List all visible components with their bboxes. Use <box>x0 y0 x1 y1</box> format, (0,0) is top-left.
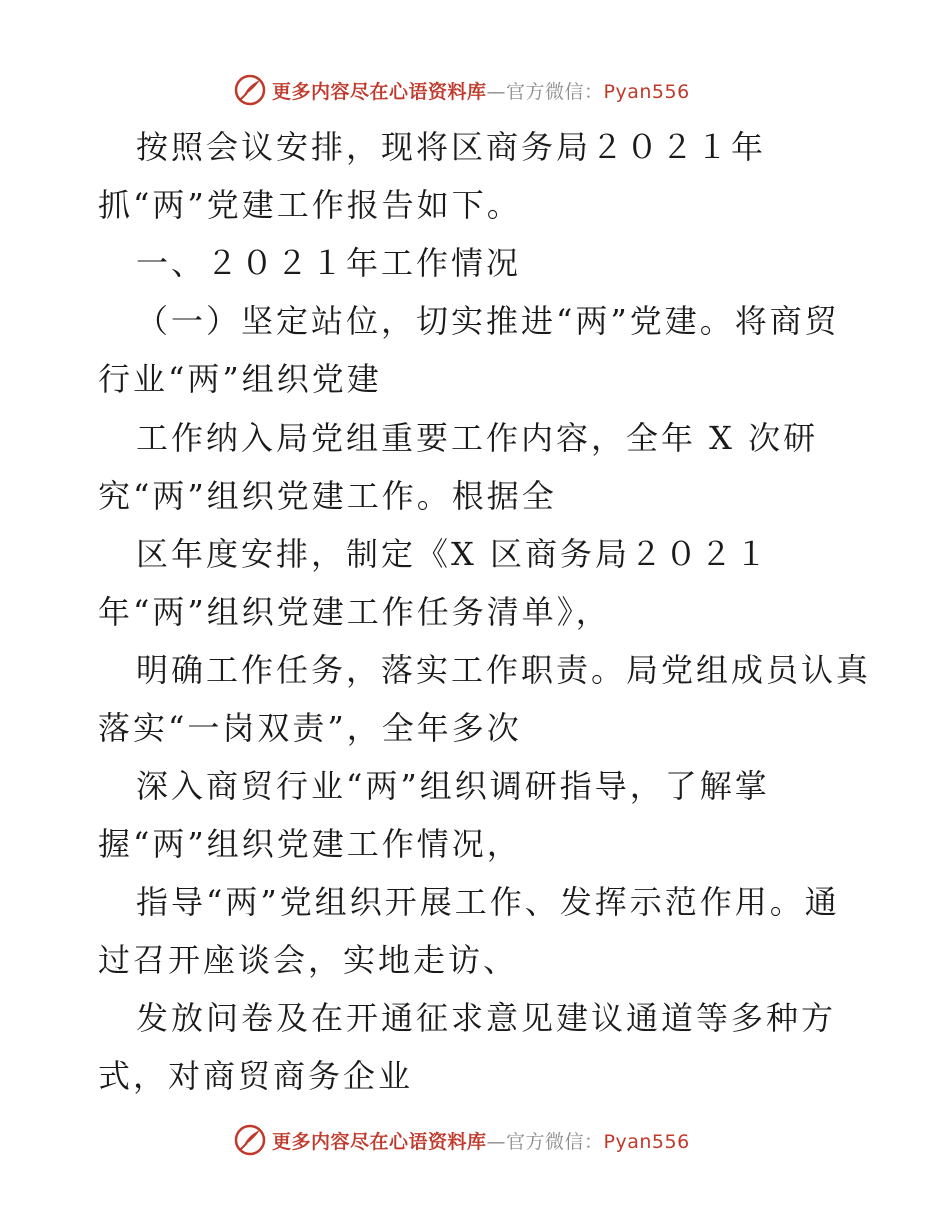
banner-wechat-label: —官方微信： <box>486 80 604 103</box>
feather-logo-icon <box>234 1124 266 1156</box>
body-line: 落实“一岗双责”，全年多次 <box>98 709 522 747</box>
body-line: 区年度安排，制定《X 区商务局２０２１ <box>136 535 770 573</box>
body-line: 过召开座谈会，实地走访、 <box>98 941 519 979</box>
watermark-banner-top <box>234 73 690 107</box>
body-line: 究“两”组织党建工作。根据全 <box>98 477 557 515</box>
section-heading: 一、２０２１年工作情况 <box>136 244 522 282</box>
body-line: 工作纳入局党组重要工作内容，全年 X 次研 <box>136 419 819 457</box>
body-line: 深入商贸行业“两”组织调研指导，了解掌 <box>136 767 770 805</box>
banner-brand-text: 更多内容尽在心语资料库 <box>272 80 487 103</box>
banner-wechat-id: Pyan556 <box>603 80 690 103</box>
watermark-banner-bottom <box>234 1123 690 1157</box>
body-line: 按照会议安排，现将区商务局２０２１年 <box>136 128 767 166</box>
body-line: 明确工作任务，落实工作职责。局党组成员认真 <box>136 651 872 689</box>
body-line: 年“两”组织党建工作任务清单》， <box>98 593 611 631</box>
body-line: 抓“两”党建工作报告如下。 <box>98 186 522 224</box>
body-line: 指导“两”党组织开展工作、发挥示范作用。通 <box>136 883 840 921</box>
body-line: 式，对商贸商务企业 <box>98 1057 414 1095</box>
banner-wechat-id: Pyan556 <box>603 1130 690 1153</box>
banner-brand-text: 更多内容尽在心语资料库 <box>272 1130 487 1153</box>
banner-wechat-label: —官方微信： <box>486 1130 604 1153</box>
body-line: 握“两”组织党建工作情况， <box>98 825 522 863</box>
body-line: 行业“两”组织党建 <box>98 360 382 398</box>
body-line: 发放问卷及在开通征求意见建议通道等多种方 <box>136 999 837 1037</box>
body-line: （一）坚定站位，切实推进“两”党建。将商贸 <box>136 302 840 340</box>
feather-logo-icon <box>234 74 266 106</box>
